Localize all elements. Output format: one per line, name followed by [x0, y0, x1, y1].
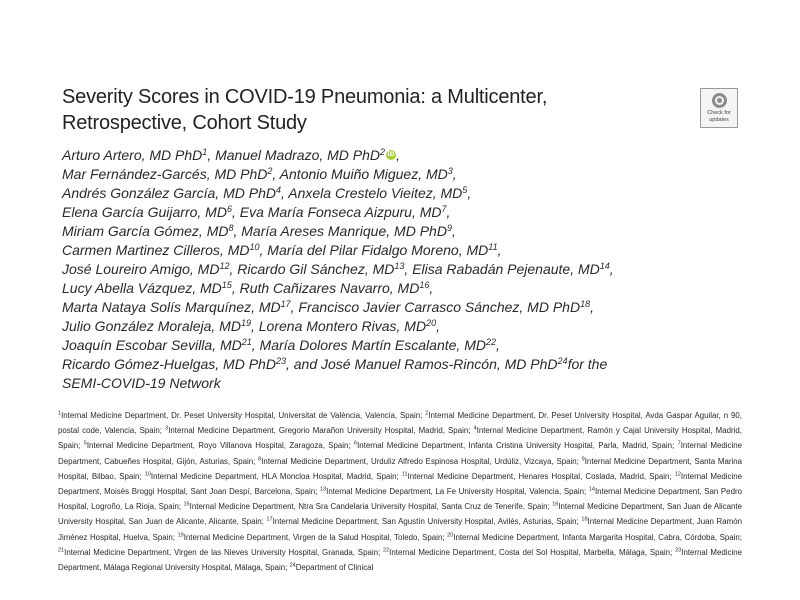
affiliation-marker: 3 — [447, 166, 453, 176]
affiliation-marker: 12 — [219, 261, 230, 271]
affiliation-marker: 11 — [488, 242, 498, 252]
affiliation-marker: 18 — [580, 299, 591, 309]
affiliation-number: 12 — [674, 471, 681, 478]
affiliation-marker: 22 — [485, 337, 496, 347]
author-text: , — [590, 299, 594, 315]
affiliation-marker: 17 — [280, 299, 291, 309]
author-text: Lucy Abella Vázquez, MD — [62, 280, 222, 296]
article-title-line-1: Severity Scores in COVID-19 Pneumonia: a Multicenter, — [62, 86, 548, 108]
author-text: for the — [567, 356, 608, 372]
author-text: Miriam García Gómez, MD — [62, 223, 229, 239]
author-text: Julio González Moraleja, MD — [62, 318, 241, 334]
affiliation-text: Internal Medicine Department, Infanta Margarita Hospital, Cabra, Córdoba, Spain; — [453, 532, 742, 542]
affiliation-text: Internal Medicine Department, Henares Hospital, Coslada, Madrid, Spain; — [407, 471, 675, 481]
check-for-updates-badge[interactable] — [700, 88, 738, 128]
affiliations-block — [58, 408, 742, 575]
affiliation-text: Internal Medicine Department, Virgen de la Salud Hospital, Toledo, Spain; — [183, 532, 448, 542]
affiliation-number: 8 — [258, 456, 262, 463]
author-text: , Lorena Montero Rivas, MD — [250, 318, 427, 334]
author-line — [62, 279, 762, 298]
affiliation-text: Internal Medicine Department, Málaga Regional University Hospital, Málaga, Spain; — [58, 547, 742, 573]
author-line — [62, 165, 762, 184]
affiliation-text: Internal Medicine Department, Infanta Cristina University Hospital, Parla, Madrid, Spain; — [357, 441, 678, 451]
check-for-updates-label — [701, 110, 737, 123]
author-list — [62, 146, 762, 393]
affiliation-text: Internal Medicine Department, San Agustín University Hospital, Avilés, Asturias, Spain; — [272, 517, 582, 527]
affiliation-text: Internal Medicine Department, San Juan de Alicante University Hospital, San Juan de Alicante, Alicante, Spain; — [58, 502, 742, 527]
author-text: Joaquín Escobar Sevilla, MD — [62, 337, 242, 353]
affiliation-text: Internal Medicine Department, Costa del Sol Hospital, Marbella, Málaga, Spain; — [389, 547, 676, 557]
affiliation-text: Internal Medicine Department, Moisès Broggi Hospital, Sant Joan Despí, Barcelona, Spain; — [58, 471, 742, 497]
affiliation-number: 20 — [447, 532, 454, 539]
article-title-line-2: Retrospective, Cohort Study — [62, 112, 307, 134]
affiliation-marker: 24 — [557, 356, 568, 366]
author-text: Carmen Martinez Cilleros, MD — [62, 242, 250, 258]
affiliation-marker: 8 — [228, 223, 234, 233]
author-text: , — [452, 166, 457, 182]
author-text: , — [467, 185, 472, 201]
check-for-updates-label-line-1: Check for — [707, 110, 731, 116]
author-text: , — [609, 261, 614, 277]
affiliation-text: Internal Medicine Department, Dr. Peset University Hospital, Universitat de València, Valencia, Spain; — [61, 411, 426, 420]
affiliation-marker: 23 — [275, 356, 286, 366]
affiliation-marker: 21 — [241, 337, 252, 347]
affiliation-text: Department of Clinical — [295, 563, 374, 573]
affiliation-marker: 19 — [240, 318, 251, 328]
author-line — [62, 184, 762, 203]
author-line — [62, 336, 762, 355]
author-line — [62, 241, 762, 260]
orcid-icon[interactable]: iD — [387, 151, 395, 158]
author-text: , Francisco Javier Carrasco Sánchez, MD PhD — [290, 299, 581, 315]
affiliation-number: 9 — [581, 456, 585, 463]
affiliation-number: 24 — [289, 562, 296, 569]
author-text: , Ruth Cañizares Navarro, MD — [231, 280, 420, 296]
affiliation-text: Internal Medicine Department, San Pedro Hospital, Logroño, La Rioja, Spain; — [58, 487, 742, 512]
affiliation-text: Internal Medicine Department, HLA Moncloa Hospital, Madrid, Spain; — [150, 471, 402, 481]
affiliation-number: 3 — [165, 425, 169, 432]
affiliation-number: 16 — [552, 501, 559, 508]
author-text: , María Dolores Martín Escalante, MD — [251, 337, 486, 353]
affiliation-text: Internal Medicine Department, Virgen de las Nieves University Hospital, Granada, Spain; — [64, 547, 384, 557]
affiliation-item — [383, 548, 675, 557]
affiliation-number: 14 — [588, 486, 595, 493]
affiliation-text: Internal Medicine Department, Cabueñes Hospital, Gijón, Asturias, Spain; — [58, 441, 742, 466]
affiliation-marker: 16 — [419, 280, 430, 290]
affiliation-number: 2 — [425, 410, 429, 417]
author-text: , Ricardo Gil Sánchez, MD — [229, 261, 395, 277]
affiliation-marker: 2 — [267, 166, 273, 176]
author-text: , — [497, 242, 502, 258]
author-line — [62, 146, 762, 165]
author-line — [62, 222, 762, 241]
affiliation-text: Internal Medicine Department, Ramón y Cajal University Hospital, Madrid, Spain; — [58, 426, 742, 451]
author-text: , Anxela Crestelo Vieitez, MD — [281, 185, 463, 201]
affiliation-item — [447, 533, 742, 542]
affiliation-number: 10 — [144, 471, 151, 478]
affiliation-item — [184, 502, 553, 511]
author-text: Marta Nataya Solís Marquínez, MD — [62, 299, 281, 315]
author-text: , Manuel Madrazo, MD PhD — [207, 147, 381, 163]
affiliation-number: 11 — [401, 471, 408, 478]
affiliation-marker: 2 — [380, 147, 386, 157]
author-text: , — [429, 280, 434, 296]
affiliation-number: 21 — [58, 547, 65, 554]
affiliation-item — [354, 441, 678, 450]
author-text: , — [446, 204, 451, 220]
affiliation-marker: 5 — [462, 185, 468, 195]
author-text: , — [451, 223, 456, 239]
affiliation-number: 17 — [266, 516, 273, 523]
affiliation-item — [266, 517, 581, 526]
author-text: Andrés González García, MD PhD — [62, 185, 276, 201]
affiliation-marker: 6 — [226, 204, 232, 214]
author-text: , Antonio Muiño Miguez, MD — [272, 166, 448, 182]
affiliation-number: 5 — [83, 440, 87, 447]
author-line — [62, 260, 762, 279]
affiliation-number: 7 — [677, 440, 681, 447]
author-text: , — [495, 337, 500, 353]
affiliation-item — [258, 457, 582, 466]
affiliation-item — [320, 487, 589, 496]
author-line — [62, 203, 762, 222]
affiliation-marker: 7 — [441, 204, 447, 214]
affiliation-marker: 10 — [249, 242, 260, 252]
affiliation-text: Internal Medicine Department, Royo Villanova Hospital, Zaragoza, Spain; — [86, 441, 355, 451]
affiliation-text: Internal Medicine Department, Santa Marina Hospital, Bilbao, Spain; — [58, 456, 743, 481]
author-text: Elena García Guijarro, MD — [62, 204, 227, 220]
affiliation-marker: 15 — [221, 280, 232, 290]
affiliation-marker: 9 — [446, 223, 452, 233]
author-text: , and José Manuel Ramos-Rincón, MD PhD — [285, 356, 558, 372]
affiliation-item — [402, 472, 675, 481]
author-text: , María del Pilar Fidalgo Moreno, MD — [259, 242, 489, 258]
affiliation-item — [84, 441, 354, 450]
author-text: SEMI-COVID-19 Network — [62, 375, 221, 391]
affiliation-number: 22 — [383, 547, 390, 554]
author-text: , — [436, 318, 440, 334]
affiliation-marker: 4 — [275, 185, 281, 195]
article-title — [62, 84, 662, 136]
affiliation-text: Internal Medicine Department, Juan Ramón Jiménez Hospital, Huelva, Spain; — [58, 517, 742, 542]
check-for-updates-icon — [712, 93, 727, 108]
affiliation-item — [165, 426, 473, 435]
affiliation-item — [290, 563, 374, 572]
affiliation-number: 13 — [320, 486, 327, 493]
author-text: , Elisa Rabadán Pejenaute, MD — [404, 261, 600, 277]
affiliation-number: 4 — [473, 425, 477, 432]
author-text: Arturo Artero, MD PhD — [62, 147, 203, 163]
affiliation-text: Internal Medicine Department, La Fe University Hospital, Valencia, Spain; — [326, 487, 589, 497]
affiliation-text: Internal Medicine Department, Gregorio Marañon University Hospital, Madrid, Spain; — [168, 426, 474, 436]
author-line — [62, 298, 762, 317]
affiliation-number: 19 — [177, 532, 184, 539]
affiliation-item — [178, 533, 448, 542]
author-text: Ricardo Gómez-Huelgas, MD PhD — [62, 356, 276, 372]
affiliation-item — [58, 411, 425, 420]
author-text: , María Areses Manrique, MD PhD — [233, 223, 447, 239]
author-text: José Loureiro Amigo, MD — [62, 261, 220, 277]
check-for-updates-label-line-2: updates — [709, 116, 729, 123]
author-line — [62, 355, 762, 374]
affiliation-item — [58, 548, 383, 557]
author-line — [62, 317, 762, 336]
author-line — [62, 374, 762, 393]
affiliation-marker: 13 — [394, 261, 405, 271]
affiliation-item — [145, 472, 402, 481]
affiliation-marker: 1 — [202, 147, 208, 157]
affiliation-number: 18 — [581, 516, 588, 523]
affiliation-number: 23 — [675, 547, 682, 554]
affiliation-text: Internal Medicine Department, Urduliz Alfredo Espinosa Hospital, Urdúliz, Vizcaya, Spain; — [261, 456, 582, 466]
affiliation-number: 1 — [58, 410, 62, 417]
affiliation-number: 6 — [354, 440, 358, 447]
author-text: Mar Fernández-Garcés, MD PhD — [62, 166, 268, 182]
author-text: , Eva María Fonseca Aizpuru, MD — [231, 204, 442, 220]
affiliation-marker: 14 — [599, 261, 610, 271]
author-text: , — [396, 147, 400, 163]
affiliation-marker: 20 — [426, 318, 437, 328]
affiliation-text: Internal Medicine Department, Dr. Peset University Hospital, Avda Gaspar Aguilar, n 90, postal code, Valencia, Spain; — [58, 411, 742, 436]
affiliation-text: Internal Medicine Department, Ntra Sra Candelaria University Hospital, Santa Cruz de Tenerife, Spain; — [189, 502, 553, 512]
affiliation-number: 15 — [183, 501, 190, 508]
